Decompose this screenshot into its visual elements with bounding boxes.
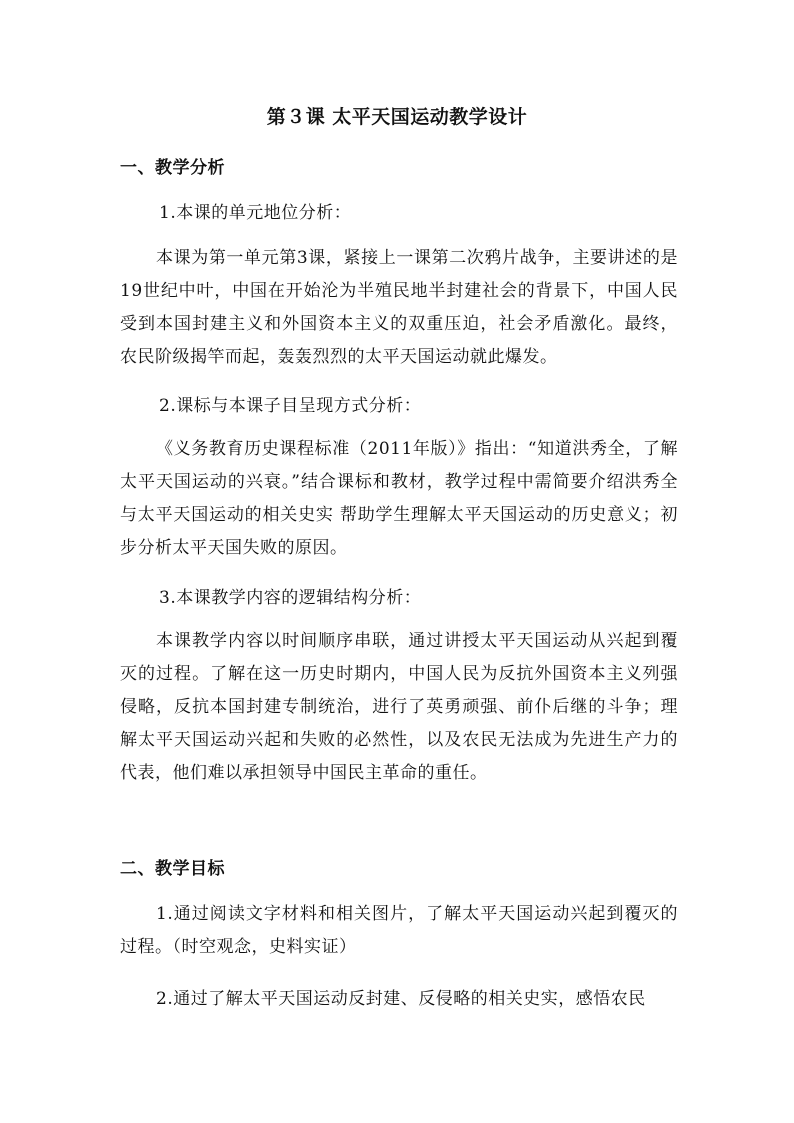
item-label-unit-position: 1.本课的单元地位分析：	[159, 203, 352, 223]
document-title: 第３课 太平天国运动教学设计	[266, 106, 528, 128]
paragraph-goal-2: 2.通过了解太平天国运动反封建、反侵略的相关史实，感悟农民	[156, 989, 646, 1009]
paragraph-unit-position: 本课为第一单元第3课，紧接上一课第二次鸦片战争，主要讲述的是19世纪中叶，中国在开始沦为半殖民地半封建社会的背景下，中国人民受到本国封建主义和外国资本主义的双重压迫，社会矛盾激化。最终，农民阶级揭竿而起，轰轰烈烈的太平天国运动就此爆发。	[120, 248, 678, 367]
paragraph-curriculum-standard: 《义务教育历史课程标准（2011年版）》指出：“知道洪秀全，了解太平天国运动的兴衰。”结合课标和教材，教学过程中需简要介绍洪秀全与太平天国运动的相关史实 帮助学生理解太平天国运动的历史意义；初步分析太平天国失败的原因。	[120, 439, 678, 558]
item-label-logic-structure: 3.本课教学内容的逻辑结构分析：	[159, 588, 422, 608]
item-label-curriculum-standard: 2.课标与本课子目呈现方式分析：	[159, 396, 422, 416]
paragraph-goal-1: 1.通过阅读文字材料和相关图片，了解太平天国运动兴起到覆灭的过程。（时空观念，史料实证）	[120, 904, 678, 957]
section-heading-goals: 二、教学目标	[120, 859, 225, 879]
section-heading-analysis: 一、教学分析	[120, 158, 225, 178]
paragraph-logic-structure: 本课教学内容以时间顺序串联，通过讲授太平天国运动从兴起到覆灭的过程。了解在这一历史时期内，中国人民为反抗外国资本主义列强侵略，反抗本国封建专制统治，进行了英勇顽强、前仆后继的斗争；理解太平天国运动兴起和失败的必然性，以及农民无法成为先进生产力的代表，他们难以承担领导中国民主革命的重任。	[120, 631, 678, 783]
